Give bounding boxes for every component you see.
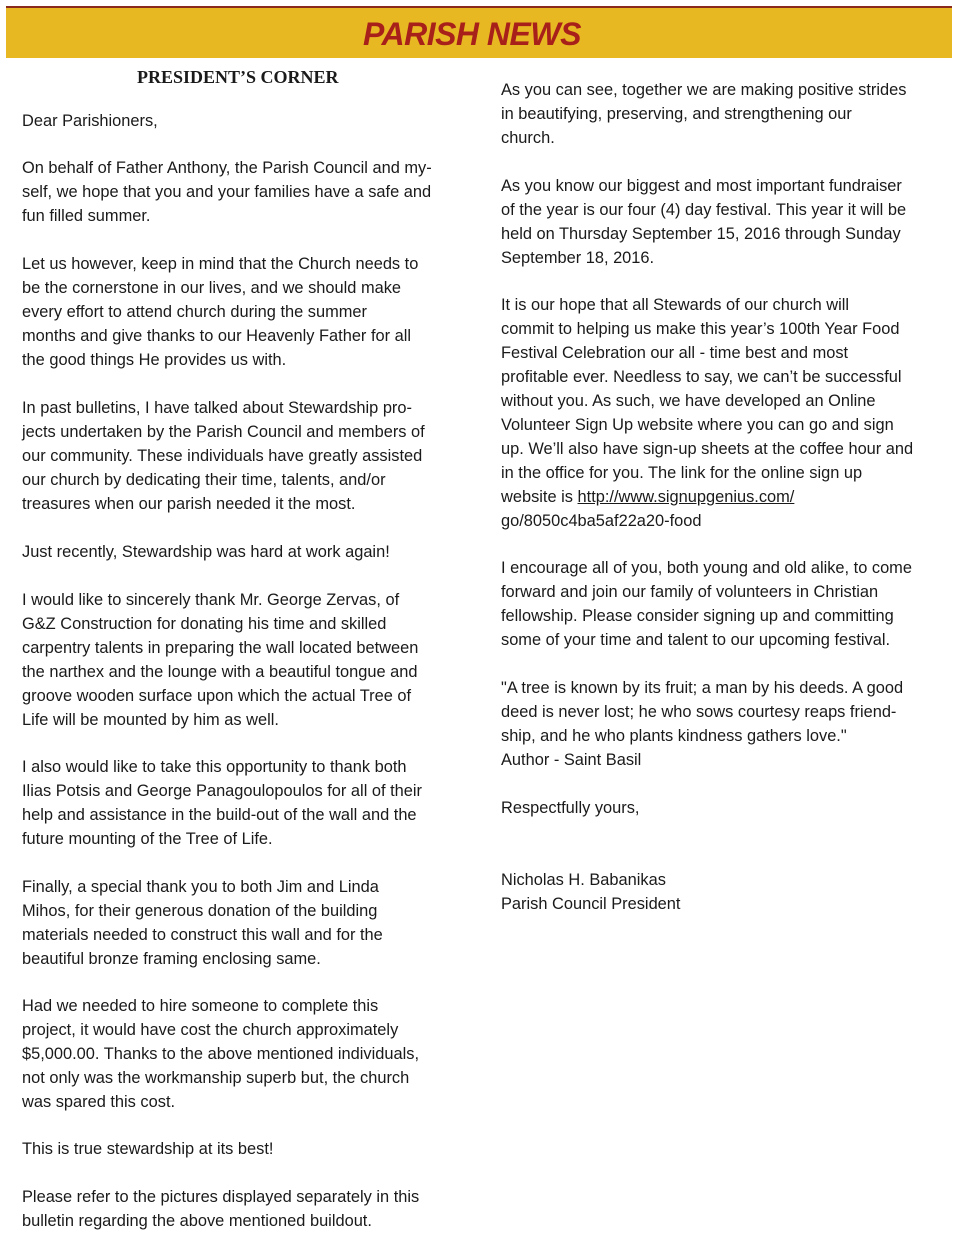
signup-link-continued[interactable]: go/8050c4ba5af22a20-food [501,512,702,530]
signup-link[interactable]: http://www.signupgenius.com/ [577,488,795,506]
presidents-corner-heading: PRESIDENT’S CORNER [137,67,339,87]
paragraph: It is our hope that all Stewards of our church will commit to helping us make this year’s 100th Year Food Festival Celebration our all - time best and most profitable ever. Needless to say, we can’t be successful without you. As such, we have developed an Online Volunteer Sign Up website where you can go and sign up. We’ll also have sign-up sheets at the coffee hour and in the office for you. The link for the online sign up website is http://www.signupgenius.com/ go/8050c4ba5af22a20-food [501,296,914,530]
paragraph: On behalf of Father Anthony, the Parish Council and my- self, we hope that you and your families have a safe and fun filled summer. [22,159,432,225]
banner-title: PARISH NEWS [363,16,581,52]
quote: "A tree is known by its fruit; a man by his deeds. A good deed is never lost; he who sows courtesy reaps friend- ship, and he who plants kindness gathers love." Author - Saint Basil [501,679,904,769]
paragraph: Let us however, keep in mind that the Church needs to be the cornerstone in our lives, and we should make every effort to attend church during the summer months and give thanks to our Heavenly Father for all the good things He provides us with. [22,255,419,369]
paragraph: Please refer to the pictures displayed separately in this bulletin regarding the above mentioned buildout. [22,1188,420,1230]
banner [6,6,952,58]
paragraph: I also would like to take this opportunity to thank both Ilias Potsis and George Panagoulopoulos for all of their help and assistance in the build-out of the wall and the future mounting of the Tree of Life. [22,758,422,848]
paragraph: This is true stewardship at its best! [22,1140,274,1158]
paragraph: Finally, a special thank you to both Jim and Linda Mihos, for their generous donation of the building materials needed to construct this wall and for the beautiful bronze framing enclosing same. [22,878,383,968]
paragraph: As you know our biggest and most important fundraiser of the year is our four (4) day festival. This year it will be held on Thursday September 15, 2016 through Sunday September 18, 2016. [501,177,907,267]
paragraph: Just recently, Stewardship was hard at work again! [22,543,390,561]
paragraph: I would like to sincerely thank Mr. George Zervas, of G&Z Construction for donating his time and skilled carpentry talents in preparing the wall located between the narthex and the lounge with a beautiful tongue and groove wooden surface upon which the actual Tree of Life will be mounted by him as well. [22,591,419,729]
paragraph: As you can see, together we are making positive strides in beautifying, preserving, and strengthening our church. [501,81,907,147]
paragraph: Had we needed to hire someone to complete this project, it would have cost the church approximately $5,000.00. Thanks to the above mentioned individuals, not only was the workmanship superb but, the church was spared this cost. [22,997,419,1111]
paragraph: I encourage all of you, both young and old alike, to come forward and join our family of volunteers in Christian fellowship. Please consider signing up and committing some of your time and talent to our upcoming festival. [501,559,912,649]
signature: Nicholas H. Babanikas Parish Council President [501,871,681,913]
closing: Respectfully yours, [501,799,640,817]
paragraph: In past bulletins, I have talked about Stewardship pro- jects undertaken by the Parish Council and members of our community. These individuals have greatly assisted our church by dedicating their time, talents, and/or treasures when our parish needed it the most. [22,399,425,513]
salutation: Dear Parishioners, [22,112,158,130]
